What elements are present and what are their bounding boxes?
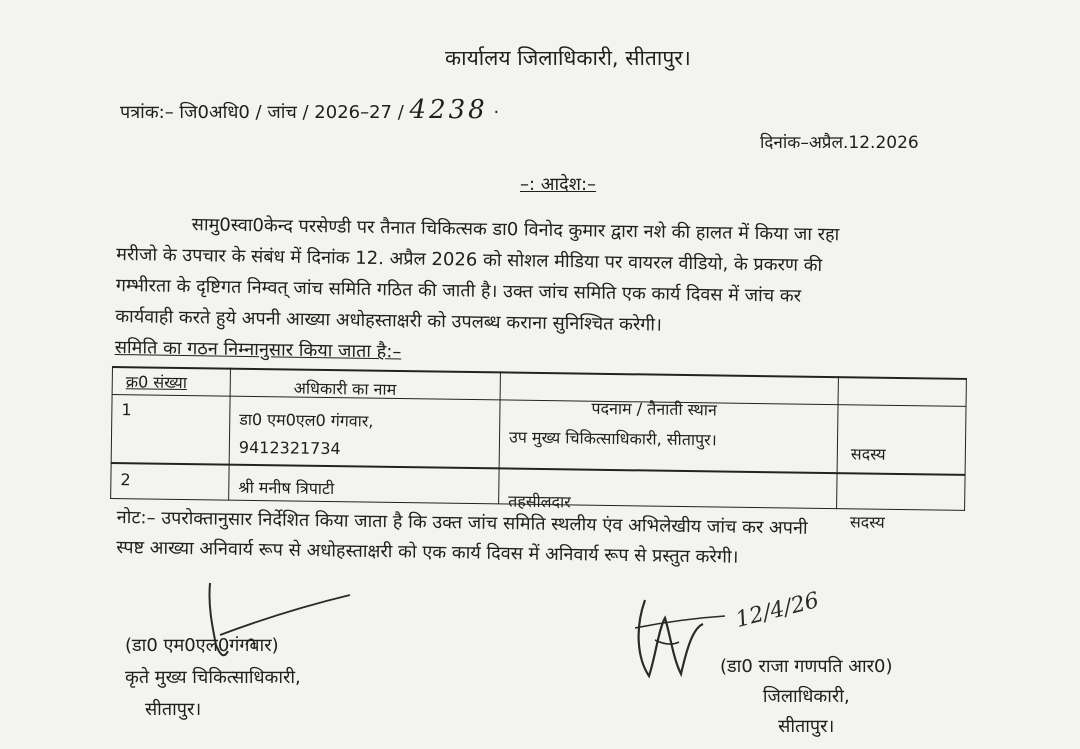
letter-prefix: पत्रांक:– जि0अधि0 / जांच / 2026–27 /: [120, 102, 404, 123]
left-signatory-name: (डा0 एम0एल0गंगवार): [125, 635, 279, 656]
letter-dot: ·: [493, 102, 500, 123]
office-heading: कार्यालय जिलाधिकारी, सीतापुर।: [445, 46, 691, 70]
header-officer-name: अधिकारी का नाम: [293, 378, 397, 399]
right-signatory-name: (डा0 राजा गणपति आर0): [720, 656, 893, 677]
left-signatory: [125, 630, 301, 726]
right-signature-date: 12/4/26: [733, 588, 822, 633]
order-title: –: आदेश:–: [520, 174, 597, 195]
note-section: [116, 503, 1027, 577]
row2-designation: तहसीलदार: [508, 491, 571, 512]
table-border-right: [964, 378, 967, 511]
body-line: गम्भीरता के दृष्टिगत निम्वत् जांच समिति गठित की जाती है। उक्त जांच समिति एक कार्य दिवस में जांच कर: [115, 274, 802, 307]
table-border-left: [110, 366, 113, 499]
row1-role: सदस्य: [850, 444, 886, 464]
letter-reference: [120, 95, 499, 125]
letter-number-handwritten: 4238: [409, 95, 488, 125]
note-line: स्पष्ट आख्या अनिवार्य रूप से अधोहस्ताक्षरी को एक कार्य दिवस में अनिवार्य रूप से प्रस्तुत करेगी।: [116, 536, 739, 568]
note-line: नोट:– उपरोक्तानुसार निर्देशित किया जाता है कि उक्त जांच समिति स्थलीय एंव अभिलेखीय जांच कर अपनी: [116, 506, 808, 539]
row1-designation: उप मुख्य चिकित्साधिकारी, सीतापुर।: [508, 427, 717, 450]
letter-date: दिनांक–अप्रैल.12.2026: [760, 133, 919, 153]
order-body: [115, 208, 1017, 377]
right-signatory: [720, 652, 893, 742]
header-sno: क्र0 संख्या: [125, 372, 188, 393]
body-line: कार्यवाही करते हुये अपनी आख्या अधोहस्ताक्षरी को उपलब्ध कराना सुनिश्चित करेगी।: [115, 305, 663, 336]
table-col-divider: [498, 371, 501, 504]
left-signatory-designation: कृते मुख्य चिकित्साधिकारी,: [125, 667, 301, 688]
row1-name: डा0 एम0एल0 गंगवार,: [239, 409, 374, 431]
body-line-committee: समिति का गठन निम्नानुसार किया जाता है:–: [114, 336, 402, 363]
body-line: मरीजो के उपचार के संबंध में दिनांक 12. अप्रैल 2026 को सोशल मीडिया पर वायरल वीडियो, के प्रकरण की: [116, 243, 823, 277]
body-line: सामु0स्वा0केन्द परसेण्डी पर तैनात चिकित्सक डा0 विनोद कुमार द्वारा नशे की हालत में किया जा रहा: [191, 214, 840, 246]
table-col-divider: [836, 376, 839, 509]
header-designation: पदनाम / तैनाती स्थान: [591, 398, 717, 420]
left-signatory-place: सीतापुर।: [145, 699, 202, 720]
row2-name: श्री मनीष त्रिपाटी: [238, 477, 335, 499]
row2-role: सदस्य: [849, 512, 885, 532]
table-col-divider: [228, 368, 231, 501]
row2-sno: 2: [120, 470, 131, 490]
right-signatory-designation: जिलाधिकारी,: [762, 686, 850, 707]
row1-sno: 1: [121, 400, 132, 420]
row1-phone: 9412321734: [238, 437, 341, 459]
right-signatory-place: सीतापुर।: [778, 716, 835, 737]
